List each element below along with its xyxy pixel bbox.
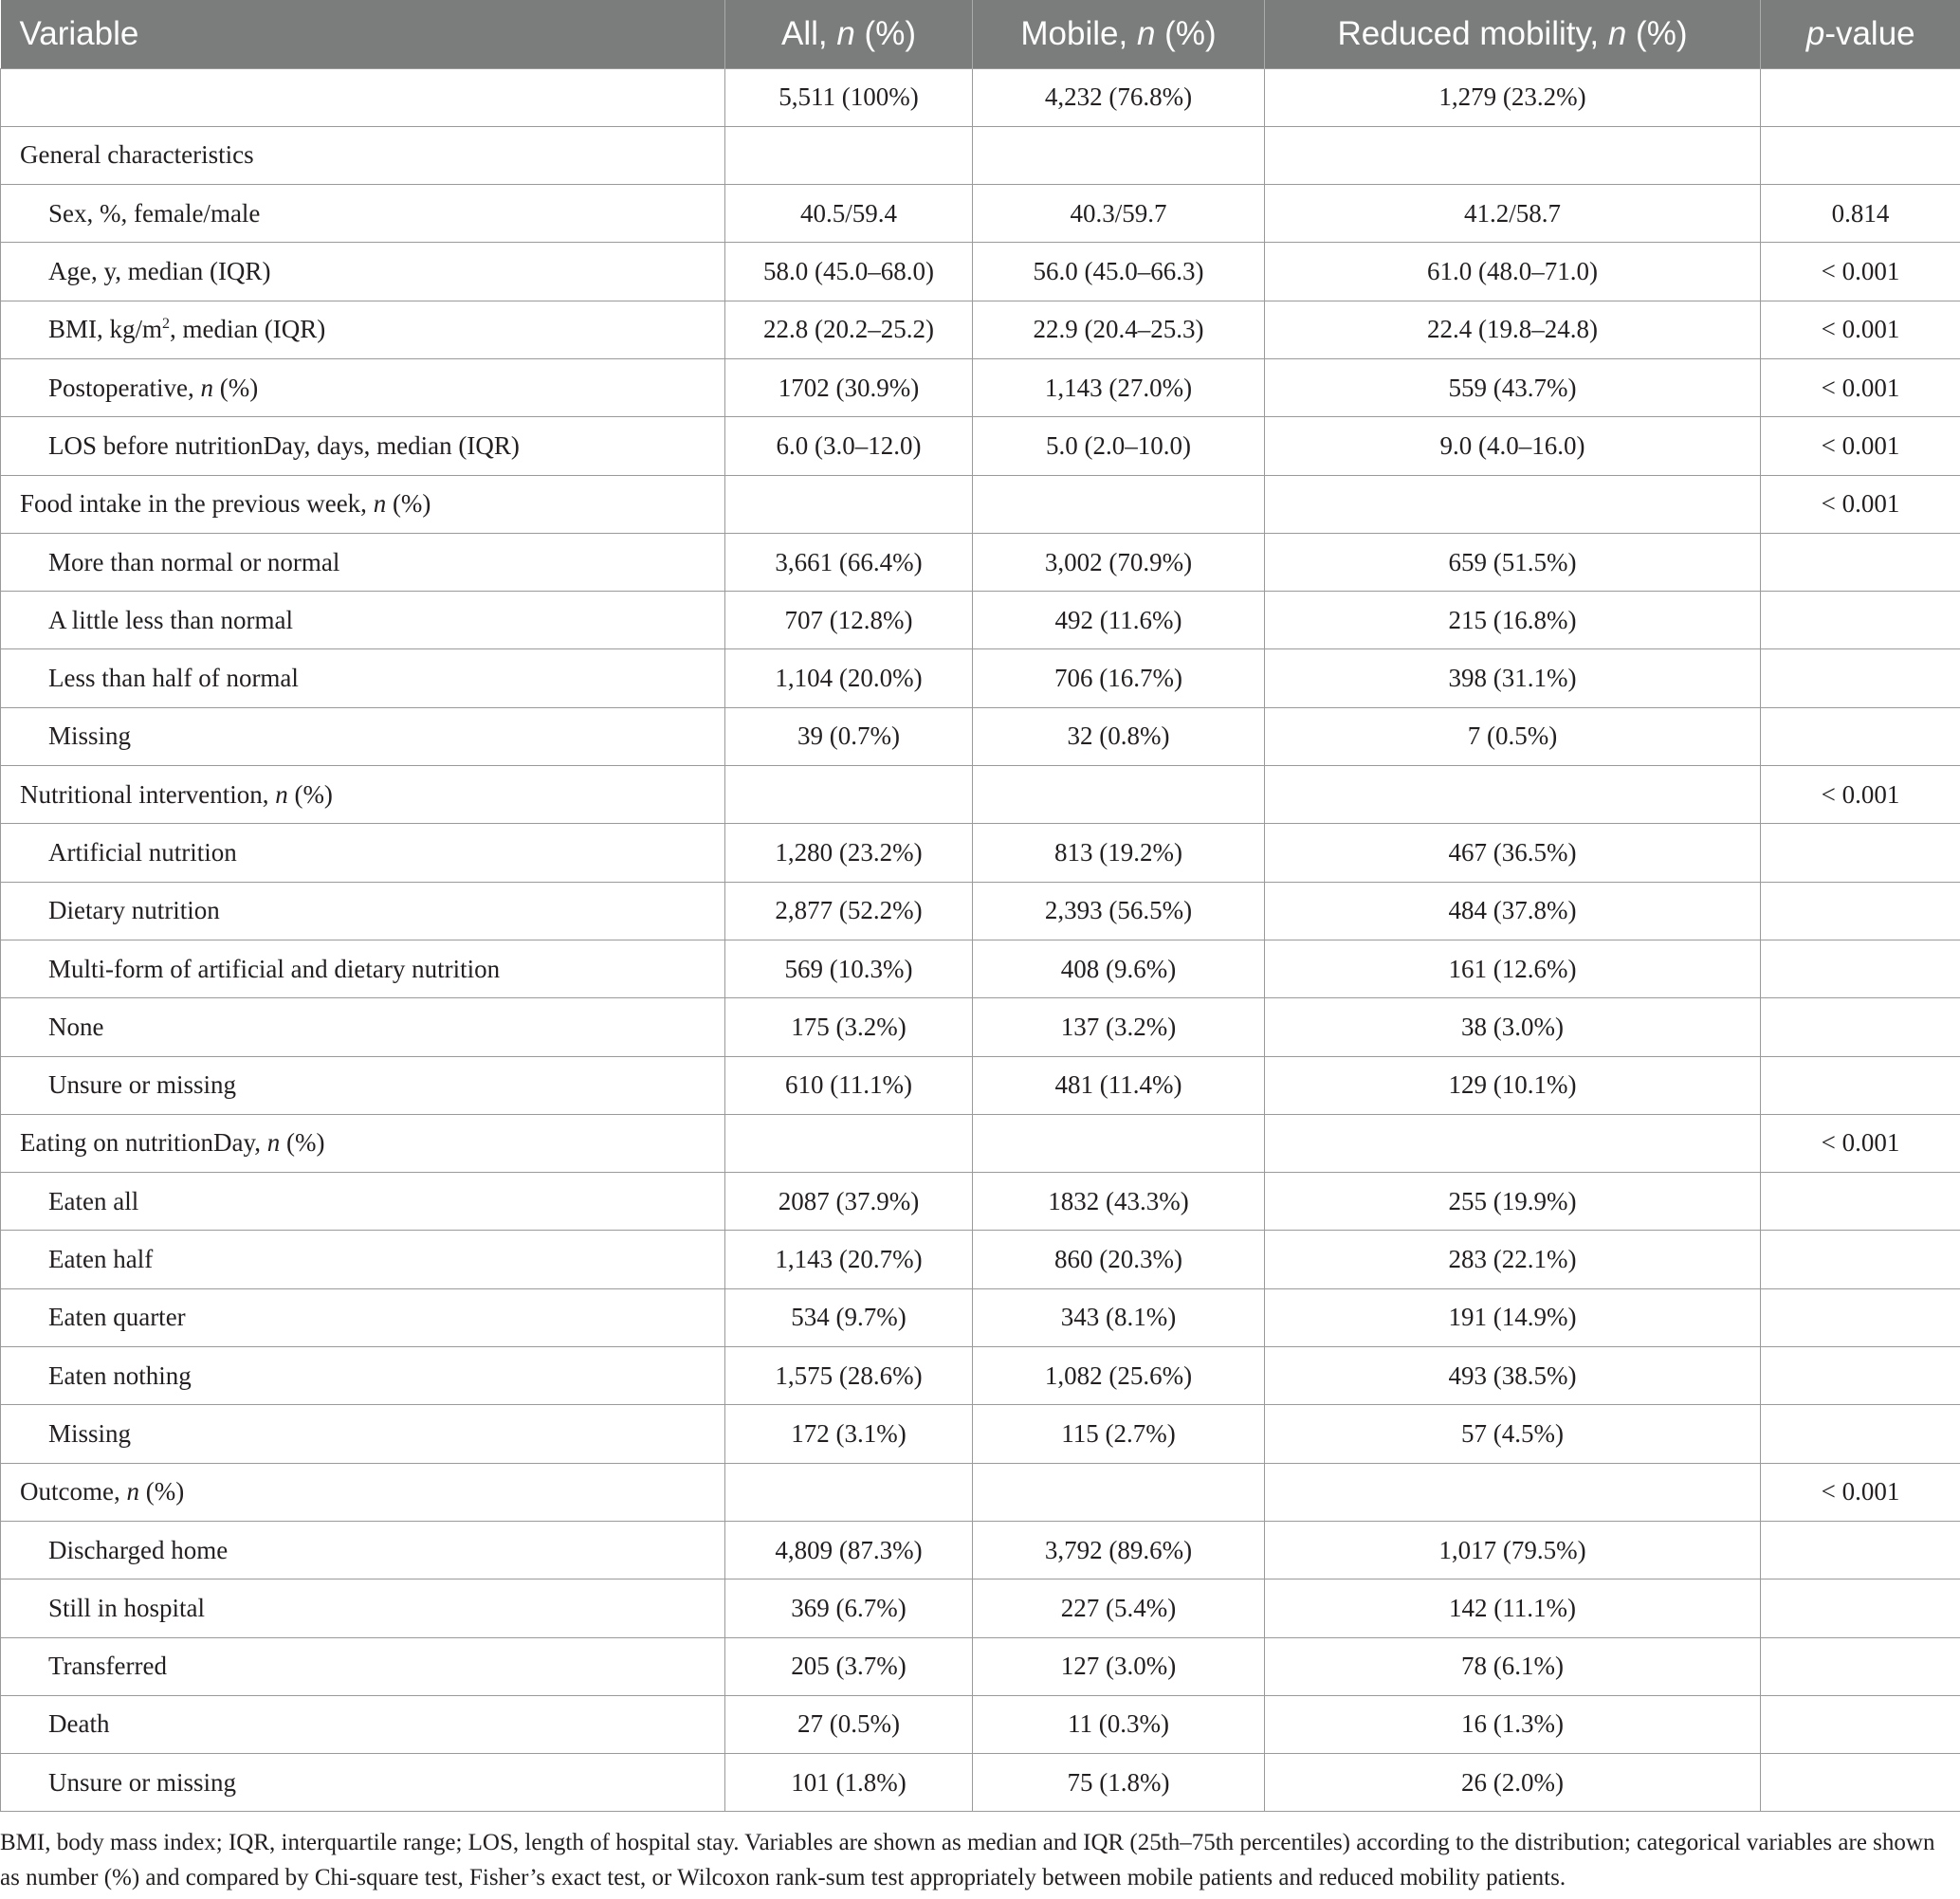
cell-mobile: 137 (3.2%)	[973, 998, 1265, 1056]
cell-label: Less than half of normal	[1, 649, 725, 707]
header-p-value: p-value	[1761, 0, 1960, 68]
cell-p	[1761, 1695, 1960, 1753]
cell-p: < 0.001	[1761, 417, 1960, 475]
section-outcome	[1, 1463, 1960, 1521]
cell-reduced: 78 (6.1%)	[1265, 1637, 1761, 1695]
cell-reduced: 398 (31.1%)	[1265, 649, 1761, 707]
cell-reduced: 255 (19.9%)	[1265, 1173, 1761, 1231]
cell-reduced: 161 (12.6%)	[1265, 940, 1761, 997]
cell-label: None	[1, 998, 725, 1056]
cell-p	[1761, 1173, 1960, 1231]
cell-label: Eaten nothing	[1, 1347, 725, 1405]
cell-mobile: 32 (0.8%)	[973, 707, 1265, 765]
cell-label: BMI, $kg/m^2$, median (IQR)	[1, 301, 725, 358]
cell-label: LOS before nutritionDay, days, median (IQR)	[1, 417, 725, 475]
cell-reduced: 61.0 (48.0–71.0)	[1265, 243, 1761, 301]
cell-all: 369 (6.7%)	[725, 1579, 973, 1637]
cell-label: Unsure or missing	[1, 1754, 725, 1812]
cell-all: 534 (9.7%)	[725, 1288, 973, 1346]
cell-all: 175 (3.2%)	[725, 998, 973, 1056]
cell-mobile: 492 (11.6%)	[973, 592, 1265, 649]
table-row	[1, 243, 1960, 301]
cell-mobile: 408 (9.6%)	[973, 940, 1265, 997]
cell-reduced: 26 (2.0%)	[1265, 1754, 1761, 1812]
cell-p	[1761, 1521, 1960, 1579]
cell-reduced: 1,017 (79.5%)	[1265, 1521, 1761, 1579]
cell-reduced: 41.2/58.7	[1265, 185, 1761, 243]
table-row	[1, 1637, 1960, 1695]
cell-mobile: 860 (20.3%)	[973, 1231, 1265, 1288]
cell-p	[1761, 592, 1960, 649]
table-row	[1, 1521, 1960, 1579]
table-row	[1, 301, 1960, 358]
cell-all: 1,143 (20.7%)	[725, 1231, 973, 1288]
cell-reduced: 7 (0.5%)	[1265, 707, 1761, 765]
cell-label: Eaten quarter	[1, 1288, 725, 1346]
cell-all: 707 (12.8%)	[725, 592, 973, 649]
table-row	[1, 1695, 1960, 1753]
cell-mobile: 40.3/59.7	[973, 185, 1265, 243]
cell-mobile: 56.0 (45.0–66.3)	[973, 243, 1265, 301]
section-label: Nutritional intervention, n (%)	[1, 766, 725, 824]
section-eating-nutritionday	[1, 1114, 1960, 1172]
cell-reduced: 22.4 (19.8–24.8)	[1265, 301, 1761, 358]
cell-mobile: 2,393 (56.5%)	[973, 882, 1265, 940]
cell-all: 205 (3.7%)	[725, 1637, 973, 1695]
cell-reduced: 142 (11.1%)	[1265, 1579, 1761, 1637]
cell-reduced: 191 (14.9%)	[1265, 1288, 1761, 1346]
cell-p	[1761, 882, 1960, 940]
cell-all: 5,511 (100%)	[725, 68, 973, 126]
section-nutritional-intervention	[1, 766, 1960, 824]
cell-p	[1761, 824, 1960, 882]
cell-label: Discharged home	[1, 1521, 725, 1579]
cell-p	[1761, 1056, 1960, 1114]
section-label: Food intake in the previous week, n (%)	[1, 475, 725, 533]
cell-all: 101 (1.8%)	[725, 1754, 973, 1812]
cell-p	[1761, 1231, 1960, 1288]
cell-label: Sex, %, female/male	[1, 185, 725, 243]
section-label: Eating on nutritionDay, n (%)	[1, 1114, 725, 1172]
cell-mobile: 75 (1.8%)	[973, 1754, 1265, 1812]
cell-label: Missing	[1, 707, 725, 765]
table-row	[1, 1754, 1960, 1812]
cell-all: 4,809 (87.3%)	[725, 1521, 973, 1579]
cell-all: 2087 (37.9%)	[725, 1173, 973, 1231]
cell-p: 0.814	[1761, 185, 1960, 243]
cell-all: 610 (11.1%)	[725, 1056, 973, 1114]
cell-p	[1761, 940, 1960, 997]
cell-label: Eaten half	[1, 1231, 725, 1288]
cell-mobile: 481 (11.4%)	[973, 1056, 1265, 1114]
cell-label	[1, 68, 725, 126]
table-footnote: BMI, body mass index; IQR, interquartile range; LOS, length of hospital stay. Variables are shown as median and IQR (25th–75th percentiles) according to the distribution; categorical variables are shown as number (%) and compared by Chi-square test, Fisher’s exact test, or Wilcoxon rank-sum test appropriately between mobile patients and reduced mobility patients.	[0, 1830, 1935, 1890]
totals-row	[1, 68, 1960, 126]
table-row	[1, 824, 1960, 882]
cell-p	[1761, 68, 1960, 126]
cell-mobile: 11 (0.3%)	[973, 1695, 1265, 1753]
cell-all: 1,575 (28.6%)	[725, 1347, 973, 1405]
cell-label: A little less than normal	[1, 592, 725, 649]
header-all: All, n (%)	[725, 0, 973, 68]
cell-mobile: 22.9 (20.4–25.3)	[973, 301, 1265, 358]
table-row	[1, 649, 1960, 707]
cell-all: 22.8 (20.2–25.2)	[725, 301, 973, 358]
table-row	[1, 1347, 1960, 1405]
cell-all: 40.5/59.4	[725, 185, 973, 243]
table-row	[1, 707, 1960, 765]
cell-p: < 0.001	[1761, 475, 1960, 533]
cell-mobile: 343 (8.1%)	[973, 1288, 1265, 1346]
header-variable: Variable	[19, 14, 139, 52]
cell-mobile: 227 (5.4%)	[973, 1579, 1265, 1637]
section-label: General characteristics	[1, 126, 725, 184]
cell-p: < 0.001	[1761, 301, 1960, 358]
table-row	[1, 1405, 1960, 1463]
table-row	[1, 358, 1960, 416]
cell-label: Unsure or missing	[1, 1056, 725, 1114]
cell-reduced: 129 (10.1%)	[1265, 1056, 1761, 1114]
cell-p	[1761, 1579, 1960, 1637]
cell-reduced: 559 (43.7%)	[1265, 358, 1761, 416]
table-row	[1, 1173, 1960, 1231]
cell-label: Missing	[1, 1405, 725, 1463]
cell-p	[1761, 1347, 1960, 1405]
cell-reduced: 659 (51.5%)	[1265, 533, 1761, 591]
table-body	[1, 68, 1960, 1812]
cell-mobile: 4,232 (76.8%)	[973, 68, 1265, 126]
cell-all: 1,280 (23.2%)	[725, 824, 973, 882]
cell-p	[1761, 1405, 1960, 1463]
table-row	[1, 1056, 1960, 1114]
cell-all: 1702 (30.9%)	[725, 358, 973, 416]
table-header	[1, 0, 1960, 68]
table-row	[1, 592, 1960, 649]
cell-p	[1761, 707, 1960, 765]
table-row	[1, 882, 1960, 940]
cell-mobile: 1,082 (25.6%)	[973, 1347, 1265, 1405]
cell-p	[1761, 1754, 1960, 1812]
cell-reduced: 9.0 (4.0–16.0)	[1265, 417, 1761, 475]
cell-label: Age, y, median (IQR)	[1, 243, 725, 301]
header-mobile: Mobile, n (%)	[973, 0, 1265, 68]
table-row	[1, 533, 1960, 591]
cell-reduced: 493 (38.5%)	[1265, 1347, 1761, 1405]
cell-mobile: 115 (2.7%)	[973, 1405, 1265, 1463]
cell-p	[1761, 533, 1960, 591]
cell-label: Multi-form of artificial and dietary nutrition	[1, 940, 725, 997]
table-row	[1, 1288, 1960, 1346]
table-row	[1, 998, 1960, 1056]
cell-reduced: 38 (3.0%)	[1265, 998, 1761, 1056]
cell-mobile: 5.0 (2.0–10.0)	[973, 417, 1265, 475]
table-row	[1, 940, 1960, 997]
cell-p: < 0.001	[1761, 766, 1960, 824]
cell-label: Still in hospital	[1, 1579, 725, 1637]
cell-p	[1761, 1288, 1960, 1346]
cell-all: 27 (0.5%)	[725, 1695, 973, 1753]
cell-reduced: 484 (37.8%)	[1265, 882, 1761, 940]
cell-mobile: 3,002 (70.9%)	[973, 533, 1265, 591]
cell-reduced: 467 (36.5%)	[1265, 824, 1761, 882]
cell-all: 172 (3.1%)	[725, 1405, 973, 1463]
table-row	[1, 1579, 1960, 1637]
cell-all: 2,877 (52.2%)	[725, 882, 973, 940]
cell-mobile: 1832 (43.3%)	[973, 1173, 1265, 1231]
cell-p: < 0.001	[1761, 1463, 1960, 1521]
cell-label: Artificial nutrition	[1, 824, 725, 882]
cell-all: 6.0 (3.0–12.0)	[725, 417, 973, 475]
table-row	[1, 185, 1960, 243]
cell-label: Dietary nutrition	[1, 882, 725, 940]
cell-p	[1761, 649, 1960, 707]
cell-mobile: 706 (16.7%)	[973, 649, 1265, 707]
cell-mobile: 813 (19.2%)	[973, 824, 1265, 882]
cell-mobile: 3,792 (89.6%)	[973, 1521, 1265, 1579]
section-general	[1, 126, 1960, 184]
cell-all: 569 (10.3%)	[725, 940, 973, 997]
cell-p	[1761, 998, 1960, 1056]
cell-label: Death	[1, 1695, 725, 1753]
cell-label: More than normal or normal	[1, 533, 725, 591]
cell-reduced: 1,279 (23.2%)	[1265, 68, 1761, 126]
cell-label: Postoperative, n (%)	[1, 358, 725, 416]
table-row	[1, 417, 1960, 475]
cell-p: < 0.001	[1761, 358, 1960, 416]
cell-label: Transferred	[1, 1637, 725, 1695]
cell-mobile: 127 (3.0%)	[973, 1637, 1265, 1695]
cell-all: 3,661 (66.4%)	[725, 533, 973, 591]
cell-mobile: 1,143 (27.0%)	[973, 358, 1265, 416]
cell-p: < 0.001	[1761, 243, 1960, 301]
cell-reduced: 283 (22.1%)	[1265, 1231, 1761, 1288]
cell-all: 58.0 (45.0–68.0)	[725, 243, 973, 301]
header-reduced-mobility: Reduced mobility, n (%)	[1265, 0, 1761, 68]
cell-reduced: 57 (4.5%)	[1265, 1405, 1761, 1463]
cell-reduced: 16 (1.3%)	[1265, 1695, 1761, 1753]
table-row	[1, 1231, 1960, 1288]
cell-p: < 0.001	[1761, 1114, 1960, 1172]
cell-label: Eaten all	[1, 1173, 725, 1231]
cell-all: 1,104 (20.0%)	[725, 649, 973, 707]
cell-all: 39 (0.7%)	[725, 707, 973, 765]
cell-reduced: 215 (16.8%)	[1265, 592, 1761, 649]
section-label: Outcome, n (%)	[1, 1463, 725, 1521]
cell-p	[1761, 1637, 1960, 1695]
header-row	[1, 0, 1960, 68]
section-food-intake	[1, 475, 1960, 533]
